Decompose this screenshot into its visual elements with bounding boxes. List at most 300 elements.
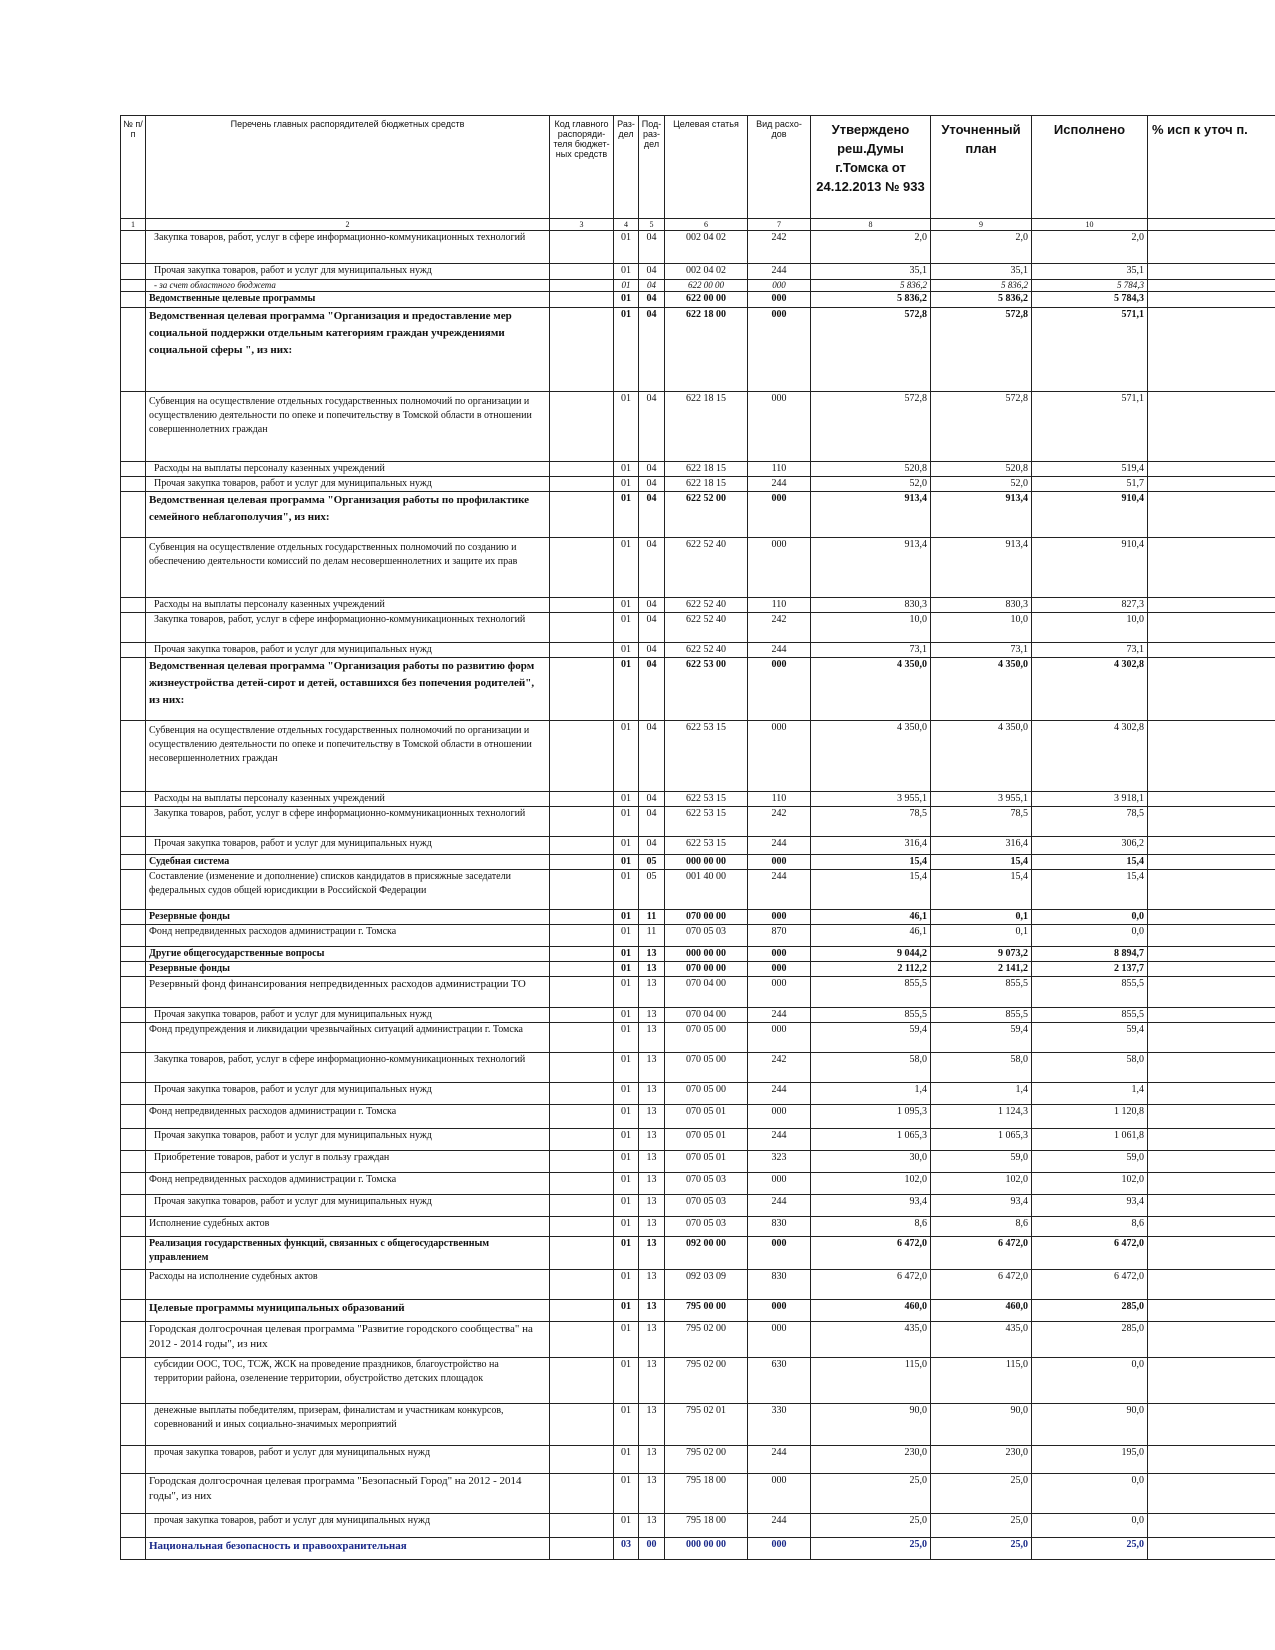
statya-cell: 622 53 15 bbox=[665, 721, 748, 792]
razdel-cell: 01 bbox=[614, 1129, 639, 1151]
row-name-cell: Закупка товаров, работ, услуг в сфере информационно-коммуникационных технологий bbox=[146, 807, 550, 837]
table-cell bbox=[121, 870, 146, 910]
row-name-cell: Прочая закупка товаров, работ и услуг для муниципальных нужд bbox=[146, 837, 550, 855]
approved-cell: 25,0 bbox=[811, 1474, 931, 1514]
podrazdel-cell: 13 bbox=[639, 1195, 665, 1217]
table-cell bbox=[1148, 462, 1275, 477]
statya-cell: 092 00 00 bbox=[665, 1237, 748, 1270]
approved-cell: 855,5 bbox=[811, 1008, 931, 1023]
statya-cell: 622 53 15 bbox=[665, 837, 748, 855]
razdel-cell: 01 bbox=[614, 658, 639, 721]
row-name-cell: Расходы на выплаты персоналу казенных учреждений bbox=[146, 792, 550, 807]
table-cell bbox=[550, 962, 614, 977]
executed-cell: 0,0 bbox=[1032, 1474, 1148, 1514]
razdel-cell: 01 bbox=[614, 231, 639, 264]
executed-cell: 59,0 bbox=[1032, 1151, 1148, 1173]
statya-cell: 001 40 00 bbox=[665, 870, 748, 910]
vid-cell: 000 bbox=[748, 1173, 811, 1195]
table-cell bbox=[550, 492, 614, 538]
header-vid: Вид расхо-дов bbox=[748, 116, 811, 219]
vid-cell: 000 bbox=[748, 1105, 811, 1129]
table-row bbox=[121, 721, 1275, 792]
approved-cell: 572,8 bbox=[811, 308, 931, 392]
executed-cell: 571,1 bbox=[1032, 308, 1148, 392]
vid-cell: 000 bbox=[748, 962, 811, 977]
table-cell bbox=[1148, 1237, 1275, 1270]
plan-cell: 2 141,2 bbox=[931, 962, 1032, 977]
plan-cell: 4 350,0 bbox=[931, 658, 1032, 721]
table-cell bbox=[550, 231, 614, 264]
razdel-cell: 01 bbox=[614, 1151, 639, 1173]
table-cell bbox=[550, 264, 614, 280]
table-row bbox=[121, 1129, 1275, 1151]
statya-cell: 622 53 15 bbox=[665, 807, 748, 837]
plan-cell: 25,0 bbox=[931, 1514, 1032, 1538]
approved-cell: 4 350,0 bbox=[811, 658, 931, 721]
vid-cell: 244 bbox=[748, 477, 811, 492]
executed-cell: 827,3 bbox=[1032, 598, 1148, 613]
table-row bbox=[121, 231, 1275, 264]
statya-cell: 070 05 00 bbox=[665, 1083, 748, 1105]
table-row bbox=[121, 308, 1275, 392]
table-cell bbox=[121, 1151, 146, 1173]
table-cell bbox=[550, 947, 614, 962]
table-cell bbox=[550, 538, 614, 598]
vid-cell: 000 bbox=[748, 1474, 811, 1514]
row-name-cell: Прочая закупка товаров, работ и услуг для муниципальных нужд bbox=[146, 1195, 550, 1217]
table-cell bbox=[550, 1195, 614, 1217]
table-cell bbox=[1148, 870, 1275, 910]
table-cell bbox=[550, 1105, 614, 1129]
approved-cell: 46,1 bbox=[811, 925, 931, 947]
executed-cell: 855,5 bbox=[1032, 1008, 1148, 1023]
row-name-cell: денежные выплаты победителям, призерам, финалистам и участникам конкурсов, соревнований и иных социально-значимых мероприятий bbox=[146, 1404, 550, 1446]
plan-cell: 25,0 bbox=[931, 1474, 1032, 1514]
podrazdel-cell: 04 bbox=[639, 721, 665, 792]
podrazdel-cell: 04 bbox=[639, 280, 665, 292]
table-cell bbox=[550, 308, 614, 392]
podrazdel-cell: 13 bbox=[639, 1514, 665, 1538]
vid-cell: 244 bbox=[748, 837, 811, 855]
table-cell bbox=[550, 1514, 614, 1538]
row-name-cell: Фонд непредвиденных расходов администрации г. Томска bbox=[146, 1105, 550, 1129]
table-cell bbox=[550, 1358, 614, 1404]
vid-cell: 830 bbox=[748, 1217, 811, 1237]
statya-cell: 070 05 01 bbox=[665, 1129, 748, 1151]
header-percent: % исп к уточ п. bbox=[1148, 116, 1275, 219]
plan-cell: 1 065,3 bbox=[931, 1129, 1032, 1151]
row-name-cell: Субвенция на осуществление отдельных государственных полномочий по организации и осуществлению деятельности по опеке и попечительству в Томской области в отношении совершеннолетних граждан bbox=[146, 392, 550, 462]
table-cell bbox=[1148, 1008, 1275, 1023]
razdel-cell: 01 bbox=[614, 1217, 639, 1237]
vid-cell: 000 bbox=[748, 658, 811, 721]
razdel-cell: 01 bbox=[614, 1023, 639, 1053]
table-cell bbox=[121, 792, 146, 807]
table-cell bbox=[550, 792, 614, 807]
approved-cell: 9 044,2 bbox=[811, 947, 931, 962]
executed-cell: 0,0 bbox=[1032, 1514, 1148, 1538]
executed-cell: 78,5 bbox=[1032, 807, 1148, 837]
table-cell bbox=[1148, 292, 1275, 308]
approved-cell: 913,4 bbox=[811, 492, 931, 538]
table-row bbox=[121, 264, 1275, 280]
approved-cell: 4 350,0 bbox=[811, 721, 931, 792]
table-row bbox=[121, 855, 1275, 870]
statya-cell: 622 53 00 bbox=[665, 658, 748, 721]
razdel-cell: 01 bbox=[614, 855, 639, 870]
executed-cell: 0,0 bbox=[1032, 925, 1148, 947]
table-cell bbox=[121, 1217, 146, 1237]
statya-cell: 622 00 00 bbox=[665, 280, 748, 292]
row-name-cell: Субвенция на осуществление отдельных государственных полномочий по организации и осуществлению деятельности по опеке и попечительству в Томской области в отношении несовершеннолетних граждан bbox=[146, 721, 550, 792]
table-cell bbox=[550, 462, 614, 477]
plan-cell: 115,0 bbox=[931, 1358, 1032, 1404]
executed-cell: 90,0 bbox=[1032, 1404, 1148, 1446]
approved-cell: 35,1 bbox=[811, 264, 931, 280]
table-cell bbox=[121, 1053, 146, 1083]
executed-cell: 4 302,8 bbox=[1032, 721, 1148, 792]
row-name-cell: прочая закупка товаров, работ и услуг для муниципальных нужд bbox=[146, 1514, 550, 1538]
table-row bbox=[121, 1217, 1275, 1237]
table-cell bbox=[1148, 1105, 1275, 1129]
statya-cell: 000 00 00 bbox=[665, 947, 748, 962]
table-cell bbox=[1148, 792, 1275, 807]
vid-cell: 110 bbox=[748, 792, 811, 807]
executed-cell: 306,2 bbox=[1032, 837, 1148, 855]
row-name-cell: Городская долгосрочная целевая программа "Развитие городского сообщества" на 2012 - 2014 годы", из них bbox=[146, 1322, 550, 1358]
statya-cell: 622 18 15 bbox=[665, 477, 748, 492]
razdel-cell: 01 bbox=[614, 1322, 639, 1358]
podrazdel-cell: 04 bbox=[639, 807, 665, 837]
table-cell bbox=[1148, 1404, 1275, 1446]
executed-cell: 285,0 bbox=[1032, 1322, 1148, 1358]
table-cell bbox=[1148, 598, 1275, 613]
vid-cell: 000 bbox=[748, 855, 811, 870]
table-row bbox=[121, 658, 1275, 721]
table-cell bbox=[1148, 1053, 1275, 1083]
statya-cell: 622 52 00 bbox=[665, 492, 748, 538]
plan-cell: 58,0 bbox=[931, 1053, 1032, 1083]
executed-cell: 35,1 bbox=[1032, 264, 1148, 280]
table-row bbox=[121, 1083, 1275, 1105]
table-cell bbox=[121, 721, 146, 792]
executed-cell: 1 120,8 bbox=[1032, 1105, 1148, 1129]
statya-cell: 622 52 40 bbox=[665, 613, 748, 643]
row-name-cell: Расходы на исполнение судебных актов bbox=[146, 1270, 550, 1300]
table-cell bbox=[550, 837, 614, 855]
row-name-cell: Судебная система bbox=[146, 855, 550, 870]
statya-cell: 622 52 40 bbox=[665, 598, 748, 613]
podrazdel-cell: 04 bbox=[639, 492, 665, 538]
table-cell bbox=[121, 280, 146, 292]
header-podrazdel: Под-раз-дел bbox=[639, 116, 665, 219]
razdel-cell: 01 bbox=[614, 392, 639, 462]
row-name-cell: Приобретение товаров, работ и услуг в пользу граждан bbox=[146, 1151, 550, 1173]
razdel-cell: 01 bbox=[614, 492, 639, 538]
approved-cell: 5 836,2 bbox=[811, 292, 931, 308]
plan-cell: 15,4 bbox=[931, 855, 1032, 870]
razdel-cell: 01 bbox=[614, 977, 639, 1008]
table-body bbox=[121, 231, 1275, 1560]
table-cell bbox=[1148, 925, 1275, 947]
approved-cell: 52,0 bbox=[811, 477, 931, 492]
statya-cell: 795 02 00 bbox=[665, 1358, 748, 1404]
podrazdel-cell: 13 bbox=[639, 1237, 665, 1270]
header-name: Перечень главных распорядителей бюджетных средств bbox=[146, 116, 550, 219]
table-row bbox=[121, 477, 1275, 492]
razdel-cell: 01 bbox=[614, 1300, 639, 1322]
plan-cell: 59,4 bbox=[931, 1023, 1032, 1053]
row-name-cell: Ведомственная целевая программа "Организация и предоставление мер социальной поддержки отдельным категориям граждан учреждениями социальной сферы ", из них: bbox=[146, 308, 550, 392]
executed-cell: 15,4 bbox=[1032, 870, 1148, 910]
razdel-cell: 01 bbox=[614, 292, 639, 308]
vid-cell: 244 bbox=[748, 1008, 811, 1023]
plan-cell: 93,4 bbox=[931, 1195, 1032, 1217]
table-row bbox=[121, 910, 1275, 925]
plan-cell: 572,8 bbox=[931, 392, 1032, 462]
podrazdel-cell: 13 bbox=[639, 1105, 665, 1129]
vid-cell: 244 bbox=[748, 1514, 811, 1538]
podrazdel-cell: 00 bbox=[639, 1538, 665, 1560]
table-cell bbox=[121, 1173, 146, 1195]
statya-cell: 070 00 00 bbox=[665, 910, 748, 925]
table-cell bbox=[1148, 477, 1275, 492]
statya-cell: 070 05 01 bbox=[665, 1105, 748, 1129]
table-cell bbox=[1148, 280, 1275, 292]
table-row bbox=[121, 613, 1275, 643]
plan-cell: 913,4 bbox=[931, 538, 1032, 598]
statya-cell: 092 03 09 bbox=[665, 1270, 748, 1300]
table-cell bbox=[1148, 807, 1275, 837]
header-code: Код главного распоряди-теля бюджет-ных средств bbox=[550, 116, 614, 219]
row-name-cell: Фонд непредвиденных расходов администрации г. Томска bbox=[146, 925, 550, 947]
executed-cell: 5 784,3 bbox=[1032, 280, 1148, 292]
table-cell bbox=[121, 392, 146, 462]
table-cell bbox=[1148, 392, 1275, 462]
statya-cell: 002 04 02 bbox=[665, 264, 748, 280]
executed-cell: 51,7 bbox=[1032, 477, 1148, 492]
table-row bbox=[121, 807, 1275, 837]
row-name-cell: Составление (изменение и дополнение) списков кандидатов в присяжные заседатели федеральных судов общей юрисдикции в Российской Федерации bbox=[146, 870, 550, 910]
table-cell bbox=[1148, 231, 1275, 264]
column-number-row bbox=[121, 219, 1275, 231]
table-cell bbox=[1148, 837, 1275, 855]
executed-cell: 15,4 bbox=[1032, 855, 1148, 870]
plan-cell: 35,1 bbox=[931, 264, 1032, 280]
vid-cell: 000 bbox=[748, 392, 811, 462]
col-number: 6 bbox=[665, 219, 748, 231]
approved-cell: 8,6 bbox=[811, 1217, 931, 1237]
row-name-cell: Целевые программы муниципальных образований bbox=[146, 1300, 550, 1322]
podrazdel-cell: 13 bbox=[639, 1217, 665, 1237]
table-cell bbox=[121, 477, 146, 492]
row-name-cell: Другие общегосударственные вопросы bbox=[146, 947, 550, 962]
razdel-cell: 01 bbox=[614, 1053, 639, 1083]
table-row bbox=[121, 1358, 1275, 1404]
vid-cell: 830 bbox=[748, 1270, 811, 1300]
table-cell bbox=[121, 1300, 146, 1322]
row-name-cell: Расходы на выплаты персоналу казенных учреждений bbox=[146, 598, 550, 613]
row-name-cell: Национальная безопасность и правоохранительная bbox=[146, 1538, 550, 1560]
executed-cell: 1 061,8 bbox=[1032, 1129, 1148, 1151]
podrazdel-cell: 04 bbox=[639, 643, 665, 658]
table-cell bbox=[550, 392, 614, 462]
approved-cell: 58,0 bbox=[811, 1053, 931, 1083]
table-row bbox=[121, 977, 1275, 1008]
row-name-cell: Прочая закупка товаров, работ и услуг для муниципальных нужд bbox=[146, 1008, 550, 1023]
table-cell bbox=[121, 1105, 146, 1129]
table-cell bbox=[1148, 1538, 1275, 1560]
table-cell bbox=[121, 1008, 146, 1023]
vid-cell: 244 bbox=[748, 1446, 811, 1474]
col-number: 1 bbox=[121, 219, 146, 231]
razdel-cell: 01 bbox=[614, 1008, 639, 1023]
podrazdel-cell: 04 bbox=[639, 613, 665, 643]
podrazdel-cell: 04 bbox=[639, 308, 665, 392]
table-cell bbox=[1148, 1270, 1275, 1300]
vid-cell: 330 bbox=[748, 1404, 811, 1446]
row-name-cell: Расходы на выплаты персоналу казенных учреждений bbox=[146, 462, 550, 477]
approved-cell: 93,4 bbox=[811, 1195, 931, 1217]
approved-cell: 230,0 bbox=[811, 1446, 931, 1474]
podrazdel-cell: 13 bbox=[639, 1270, 665, 1300]
plan-cell: 855,5 bbox=[931, 1008, 1032, 1023]
podrazdel-cell: 11 bbox=[639, 910, 665, 925]
razdel-cell: 01 bbox=[614, 462, 639, 477]
table-cell bbox=[550, 1474, 614, 1514]
table-row bbox=[121, 1173, 1275, 1195]
table-cell bbox=[121, 977, 146, 1008]
razdel-cell: 01 bbox=[614, 807, 639, 837]
executed-cell: 2,0 bbox=[1032, 231, 1148, 264]
approved-cell: 1 095,3 bbox=[811, 1105, 931, 1129]
executed-cell: 4 302,8 bbox=[1032, 658, 1148, 721]
razdel-cell: 01 bbox=[614, 837, 639, 855]
approved-cell: 30,0 bbox=[811, 1151, 931, 1173]
vid-cell: 000 bbox=[748, 538, 811, 598]
row-name-cell: Прочая закупка товаров, работ и услуг для муниципальных нужд bbox=[146, 1083, 550, 1105]
executed-cell: 8 894,7 bbox=[1032, 947, 1148, 962]
executed-cell: 0,0 bbox=[1032, 1358, 1148, 1404]
executed-cell: 102,0 bbox=[1032, 1173, 1148, 1195]
table-cell bbox=[550, 598, 614, 613]
plan-cell: 6 472,0 bbox=[931, 1270, 1032, 1300]
approved-cell: 435,0 bbox=[811, 1322, 931, 1358]
statya-cell: 070 05 03 bbox=[665, 1195, 748, 1217]
vid-cell: 244 bbox=[748, 1129, 811, 1151]
table-cell bbox=[121, 807, 146, 837]
table-cell bbox=[121, 1270, 146, 1300]
col-number: 3 bbox=[550, 219, 614, 231]
plan-cell: 1 124,3 bbox=[931, 1105, 1032, 1129]
razdel-cell: 01 bbox=[614, 308, 639, 392]
table-cell bbox=[1148, 1300, 1275, 1322]
executed-cell: 3 918,1 bbox=[1032, 792, 1148, 807]
approved-cell: 1 065,3 bbox=[811, 1129, 931, 1151]
podrazdel-cell: 13 bbox=[639, 1358, 665, 1404]
executed-cell: 0,0 bbox=[1032, 910, 1148, 925]
plan-cell: 5 836,2 bbox=[931, 292, 1032, 308]
razdel-cell: 01 bbox=[614, 1446, 639, 1474]
table-cell bbox=[121, 910, 146, 925]
table-row bbox=[121, 837, 1275, 855]
row-name-cell: - за счет областного бюджета bbox=[146, 280, 550, 292]
table-cell bbox=[550, 477, 614, 492]
podrazdel-cell: 04 bbox=[639, 837, 665, 855]
table-row bbox=[121, 1053, 1275, 1083]
vid-cell: 242 bbox=[748, 1053, 811, 1083]
vid-cell: 244 bbox=[748, 870, 811, 910]
header-plan: Уточненный план bbox=[931, 116, 1032, 219]
razdel-cell: 01 bbox=[614, 1404, 639, 1446]
statya-cell: 795 02 00 bbox=[665, 1322, 748, 1358]
plan-cell: 10,0 bbox=[931, 613, 1032, 643]
table-row bbox=[121, 1151, 1275, 1173]
statya-cell: 000 00 00 bbox=[665, 855, 748, 870]
table-row bbox=[121, 1514, 1275, 1538]
podrazdel-cell: 11 bbox=[639, 925, 665, 947]
table-cell bbox=[550, 613, 614, 643]
executed-cell: 10,0 bbox=[1032, 613, 1148, 643]
row-name-cell: Прочая закупка товаров, работ и услуг для муниципальных нужд bbox=[146, 1129, 550, 1151]
table-cell bbox=[550, 1023, 614, 1053]
vid-cell: 242 bbox=[748, 807, 811, 837]
table-cell bbox=[550, 658, 614, 721]
table-row bbox=[121, 1474, 1275, 1514]
razdel-cell: 01 bbox=[614, 1195, 639, 1217]
row-name-cell: Ведомственная целевая программа "Организация работы по профилактике семейного неблагополучия", из них: bbox=[146, 492, 550, 538]
table-cell bbox=[550, 1300, 614, 1322]
table-cell bbox=[1148, 910, 1275, 925]
vid-cell: 110 bbox=[748, 462, 811, 477]
table-row bbox=[121, 1270, 1275, 1300]
podrazdel-cell: 13 bbox=[639, 1300, 665, 1322]
plan-cell: 73,1 bbox=[931, 643, 1032, 658]
table-row bbox=[121, 1105, 1275, 1129]
vid-cell: 000 bbox=[748, 292, 811, 308]
table-row bbox=[121, 1538, 1275, 1560]
executed-cell: 59,4 bbox=[1032, 1023, 1148, 1053]
executed-cell: 58,0 bbox=[1032, 1053, 1148, 1083]
table-row bbox=[121, 1446, 1275, 1474]
table-cell bbox=[121, 308, 146, 392]
statya-cell: 622 18 15 bbox=[665, 392, 748, 462]
statya-cell: 795 18 00 bbox=[665, 1514, 748, 1538]
plan-cell: 52,0 bbox=[931, 477, 1032, 492]
vid-cell: 000 bbox=[748, 1237, 811, 1270]
statya-cell: 622 18 15 bbox=[665, 462, 748, 477]
vid-cell: 110 bbox=[748, 598, 811, 613]
table-cell bbox=[550, 721, 614, 792]
executed-cell: 910,4 bbox=[1032, 492, 1148, 538]
statya-cell: 795 18 00 bbox=[665, 1474, 748, 1514]
razdel-cell: 01 bbox=[614, 1514, 639, 1538]
approved-cell: 520,8 bbox=[811, 462, 931, 477]
table-row bbox=[121, 392, 1275, 462]
razdel-cell: 01 bbox=[614, 1237, 639, 1270]
podrazdel-cell: 13 bbox=[639, 1008, 665, 1023]
approved-cell: 115,0 bbox=[811, 1358, 931, 1404]
table-row bbox=[121, 292, 1275, 308]
podrazdel-cell: 04 bbox=[639, 792, 665, 807]
col-number: 9 bbox=[931, 219, 1032, 231]
table-cell bbox=[550, 1446, 614, 1474]
approved-cell: 25,0 bbox=[811, 1538, 931, 1560]
row-name-cell: Резервные фонды bbox=[146, 910, 550, 925]
statya-cell: 070 05 00 bbox=[665, 1053, 748, 1083]
approved-cell: 59,4 bbox=[811, 1023, 931, 1053]
podrazdel-cell: 04 bbox=[639, 598, 665, 613]
